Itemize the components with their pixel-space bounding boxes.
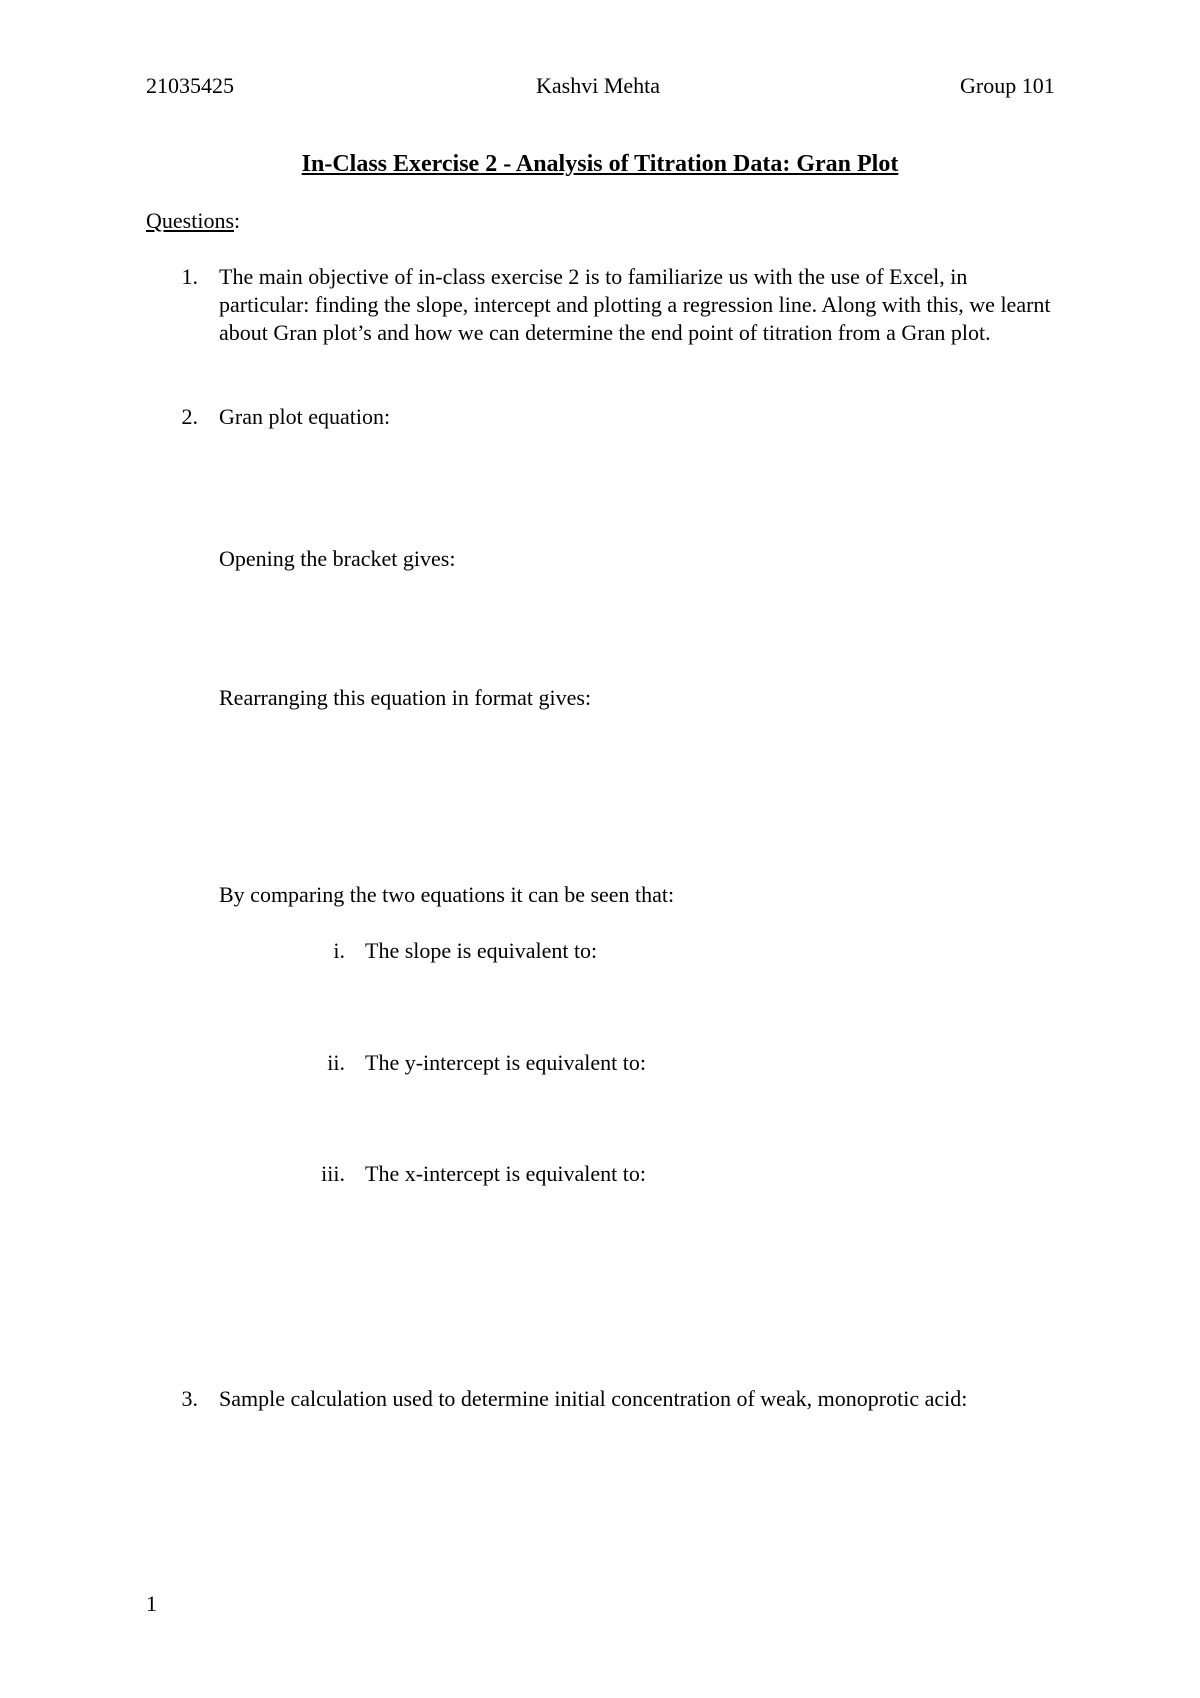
questions-label: Questions <box>146 208 234 233</box>
header-student-id: 21035425 <box>146 73 234 98</box>
rearranging-text: Rearranging this equation in format gives: <box>219 685 592 710</box>
header-group: Group 101 <box>960 73 1055 98</box>
opening-bracket-text: Opening the bracket gives: <box>219 546 456 571</box>
comparing-text: By comparing the two equations it can be seen that: <box>219 882 675 907</box>
item-3-number: 3. <box>181 1386 198 1411</box>
header-name: Kashvi Mehta <box>536 73 661 98</box>
item-3-text: Sample calculation used to determine initial concentration of weak, monoprotic acid: <box>219 1386 968 1411</box>
sub-item-ii-numeral: ii. <box>327 1050 345 1075</box>
sub-item-iii-text: The x-intercept is equivalent to: <box>365 1161 647 1186</box>
questions-heading <box>146 207 240 235</box>
questions-colon: : <box>234 208 241 233</box>
sub-item-i-text: The slope is equivalent to: <box>365 938 598 963</box>
sub-item-iii-numeral: iii. <box>321 1161 345 1186</box>
document-title: In-Class Exercise 2 - Analysis of Titration Data: Gran Plot <box>301 151 899 177</box>
item-2-number: 2. <box>181 404 198 429</box>
item-1-text: The main objective of in-class exercise 2 is to familiarize us with the use of Excel, in particular: finding the slope, intercept and plotting a regression line. Along with this, we learnt about Gran plot’s and how we can determine the end point of titration from a Gran plot. <box>219 264 1051 345</box>
sub-item-i-numeral: i. <box>333 938 345 963</box>
page-number: 1 <box>146 1591 157 1616</box>
item-1-number: 1. <box>181 264 198 289</box>
item-2-text: Gran plot equation: <box>219 404 391 429</box>
sub-item-ii-text: The y-intercept is equivalent to: <box>365 1050 647 1075</box>
